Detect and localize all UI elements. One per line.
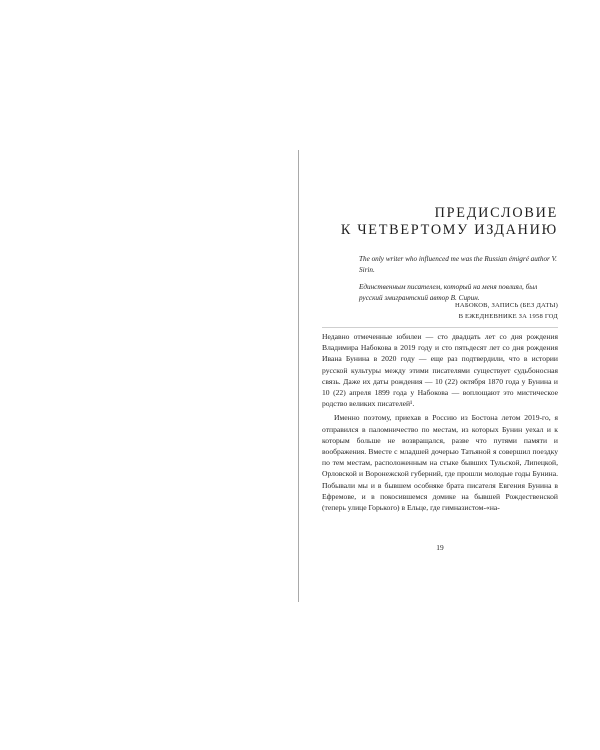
epigraph-english: The only writer who influenced me was the Russian émigré author V. Sirin. [359,255,557,274]
book-page [322,205,558,552]
book-gutter-line [298,150,299,602]
epigraph-source-line-1: НАБОКОВ, ЗАПИСЬ (БЕЗ ДАТЫ) [454,302,558,309]
epigraph-source [359,301,558,322]
epigraph-divider [322,327,558,328]
body-text [322,331,558,513]
title-line-1: ПРЕДИСЛОВИЕ [434,205,558,221]
epigraph-source-line-2: В ЕЖЕДНЕВНИКЕ ЗА 1958 ГОД [458,312,558,320]
title-line-2: К ЧЕТВЕРТОМУ ИЗДАНИЮ [340,222,558,238]
epigraph-russian: Единственным писателем, который на меня повлиял, был русский эмигрантский автор В. Сирин. [359,283,538,302]
page-title [322,205,558,239]
paragraph-1: Недавно отмеченные юбилеи — сто двадцать лет со дня рождения Владимира Набокова в 2019 году и сто пятьдесят лет со дня рождения Ивана Бунина в 2020 году — еще раз подтвердили, что в истории русской культуры между этими писателями существует судьбоносная связь. Даже их даты рождения — 10 (22) октября 1870 года у Бунина и 10 (22) апреля 1899 года у Набокова — воплощают это мистическое родство великих писателей¹. [322,332,558,409]
page-number: 19 [436,543,444,552]
paragraph-2: Именно поэтому, приехав в Россию из Бостона летом 2019-го, я отправился в паломничество по местам, из которых Бунин уехал и к которым больше не возвращался, разве что путями памяти и воображения. Вместе с младшей дочерью Татьяной я совершил поездку по тем местам, расположенным на стыке бывших Тульской, Липецкой, Орловской и Воронежской губерний, где прошли молодые годы Бунина. Побывали мы и в бывшем особняке брата писателя Евгения Бунина в Ефремове, и в покосившемся домике на бывшей Рождественской (теперь улице Горького) в Ельце, где гимназистом-«на- [322,413,558,513]
